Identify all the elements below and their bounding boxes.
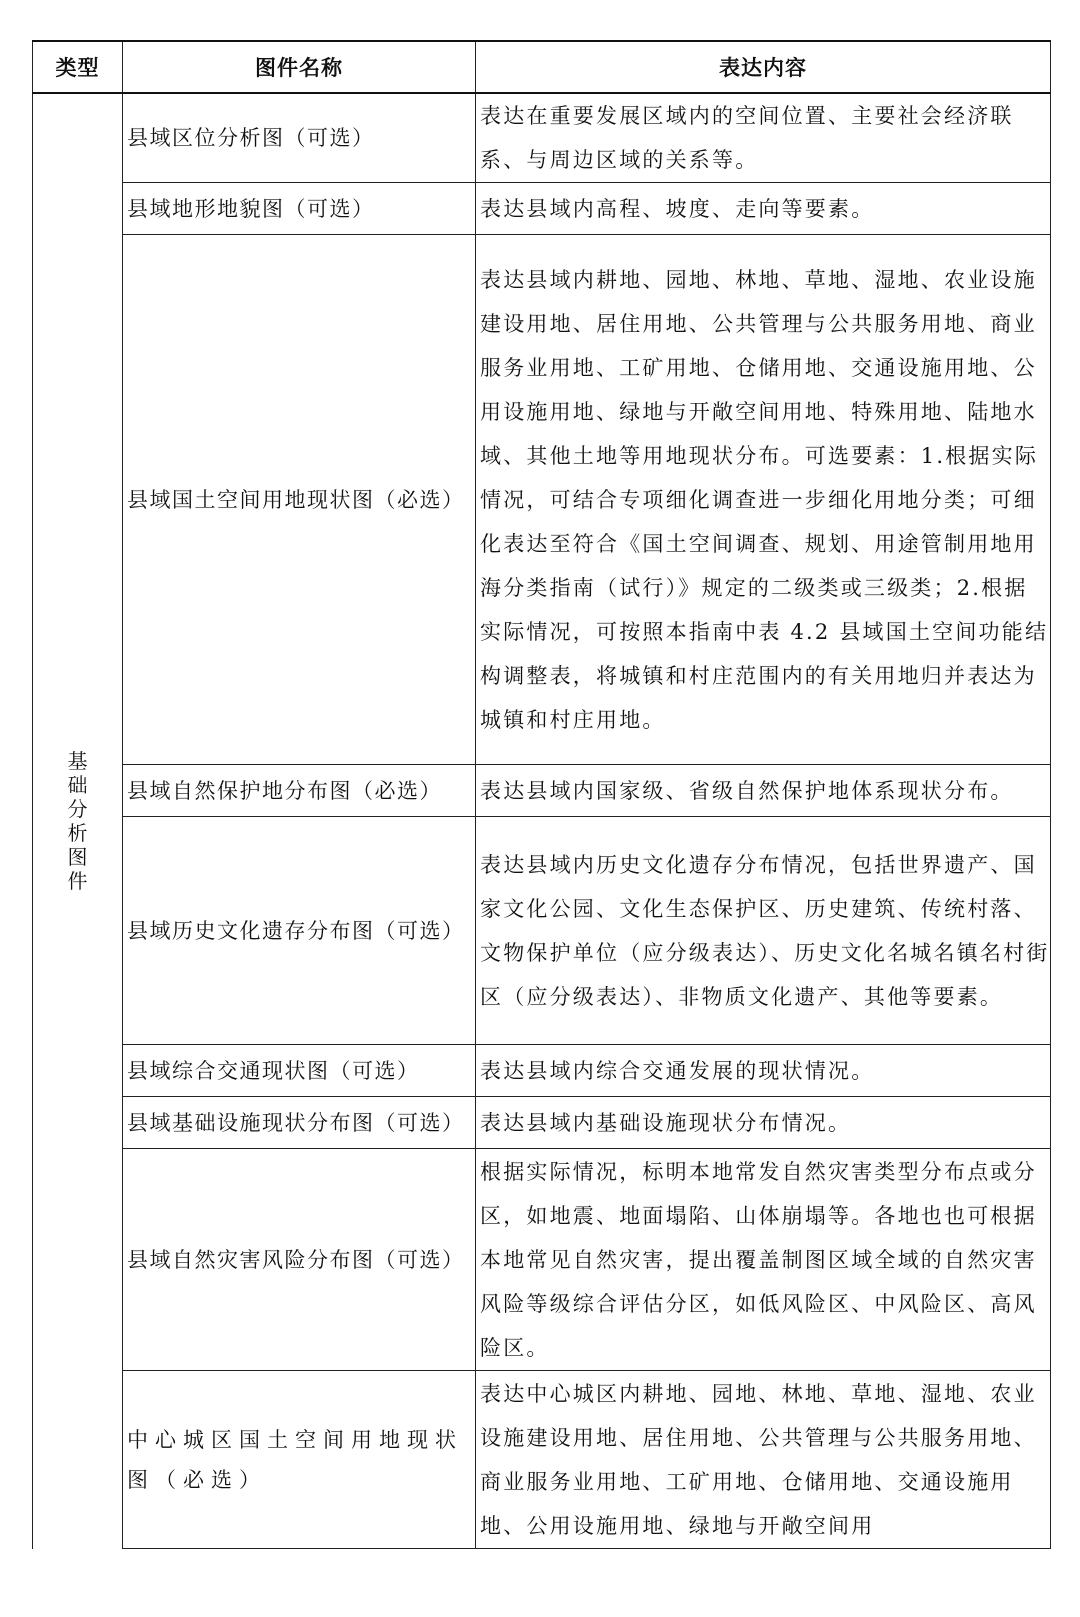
document-page bbox=[32, 40, 1050, 1549]
content-cell: 表达县域内历史文化遗存分布情况，包括世界遗产、国家文化公园、文化生态保护区、历史建筑、传统村落、文物保护单位（应分级表达）、历史文化名城名镇名村街区（应分级表达）、非物质文化遗产、其他等要素。 bbox=[476, 817, 1051, 1045]
table-row bbox=[33, 1097, 1051, 1149]
type-label: 基础分析图件 bbox=[67, 749, 88, 894]
map-name-cell: 县域基础设施现状分布图（可选） bbox=[123, 1097, 476, 1149]
map-name-cell: 县域历史文化遗存分布图（可选） bbox=[123, 817, 476, 1045]
content-cell: 表达县域内基础设施现状分布情况。 bbox=[476, 1097, 1051, 1149]
map-name-cell: 县域区位分析图（可选） bbox=[123, 93, 476, 183]
type-cell-basic-analysis bbox=[33, 93, 123, 1549]
map-name-cell: 县域综合交通现状图（可选） bbox=[123, 1045, 476, 1097]
table-row bbox=[33, 235, 1051, 765]
header-content: 表达内容 bbox=[476, 41, 1051, 93]
table-row bbox=[33, 1149, 1051, 1371]
map-name-cell: 县域自然灾害风险分布图（可选） bbox=[123, 1149, 476, 1371]
content-cell: 表达县域内耕地、园地、林地、草地、湿地、农业设施建设用地、居住用地、公共管理与公共服务用地、商业服务业用地、工矿用地、仓储用地、交通设施用地、公用设施用地、绿地与开敞空间用地、特殊用地、陆地水域、其他土地等用地现状分布。可选要素：1.根据实际情况，可结合专项细化调查进一步细化用地分类；可细化表达至符合《国土空间调查、规划、用途管制用地用海分类指南（试行）》规定的二级类或三级类；2.根据实际情况，可按照本指南中表 4.2 县域国土空间功能结构调整表，将城镇和村庄范围内的有关用地归并表达为城镇和村庄用地。 bbox=[476, 235, 1051, 765]
map-list-table bbox=[32, 40, 1051, 1549]
map-name-cell: 县域国土空间用地现状图（必选） bbox=[123, 235, 476, 765]
content-cell: 表达县域内国家级、省级自然保护地体系现状分布。 bbox=[476, 765, 1051, 817]
table-row bbox=[33, 183, 1051, 235]
table-row bbox=[33, 1371, 1051, 1549]
content-cell: 根据实际情况，标明本地常发自然灾害类型分布点或分区，如地震、地面塌陷、山体崩塌等。各地也也可根据本地常见自然灾害，提出覆盖制图区域全域的自然灾害风险等级综合评估分区，如低风险区、中风险区、高风险区。 bbox=[476, 1149, 1051, 1371]
header-type: 类型 bbox=[33, 41, 123, 93]
map-name-cell: 县域地形地貌图（可选） bbox=[123, 183, 476, 235]
table-row bbox=[33, 817, 1051, 1045]
content-cell: 表达县域内高程、坡度、走向等要素。 bbox=[476, 183, 1051, 235]
table-header-row bbox=[33, 41, 1051, 93]
header-map-name: 图件名称 bbox=[123, 41, 476, 93]
content-cell: 表达县域内综合交通发展的现状情况。 bbox=[476, 1045, 1051, 1097]
table-row bbox=[33, 765, 1051, 817]
map-name-cell: 中心城区国土空间用地现状图（必选） bbox=[123, 1371, 476, 1549]
content-cell: 表达中心城区内耕地、园地、林地、草地、湿地、农业设施建设用地、居住用地、公共管理与公共服务用地、商业服务业用地、工矿用地、仓储用地、交通设施用地、公用设施用地、绿地与开敞空间用 bbox=[476, 1371, 1051, 1549]
map-name-cell: 县域自然保护地分布图（必选） bbox=[123, 765, 476, 817]
table-row bbox=[33, 1045, 1051, 1097]
content-cell: 表达在重要发展区域内的空间位置、主要社会经济联系、与周边区域的关系等。 bbox=[476, 93, 1051, 183]
table-row bbox=[33, 93, 1051, 183]
